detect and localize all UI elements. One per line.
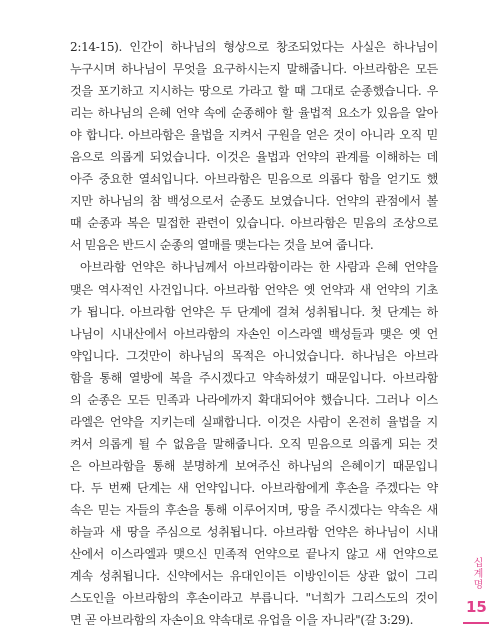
chapter-side-label: 십계명 [471, 557, 482, 590]
paragraph-2 [70, 256, 438, 631]
text-line: 면 곧 아브라함의 자손이요 약속대로 유업을 이을 자니라"(갈 3:29). [70, 613, 414, 628]
page-number-rule [463, 622, 489, 624]
text-line: 누구시며 하나님이 무엇을 요구하시는지 말해줍니다. 아브라함은 모든 [70, 62, 438, 77]
body-text [70, 36, 438, 631]
text-line: 가 됩니다. 아브라함 언약은 두 단계에 걸쳐 성취됩니다. 첫 단계는 하 [70, 304, 438, 319]
text-line: 은 아브라함을 통해 분명하게 보여주신 하나님의 은혜이기 때문입니 [70, 458, 438, 473]
text-line: 서 믿음은 반드시 순종의 열매를 맺는다는 것을 보여 줍니다. [70, 238, 374, 253]
text-line: 나님이 시내산에서 아브라함의 자손인 이스라엘 백성들과 맺은 옛 언 [70, 326, 438, 341]
text-line: 함을 통해 열방에 복을 주시겠다고 약속하셨기 때문입니다. 아브라함 [70, 370, 438, 385]
text-line: 리는 하나님의 은혜 언약 속에 순종해야 할 율법적 요소가 있음을 알아 [70, 106, 438, 121]
text-line: 약입니다. 그것만이 하나님의 목적은 아니었습니다. 하나님은 아브라 [70, 348, 438, 363]
text-line: 속은 믿는 자들의 후손을 통해 이루어지며, 땅을 주시겠다는 약속은 새 [70, 502, 438, 517]
text-line: 야 합니다. 아브라함은 율법을 지켜서 구원을 얻은 것이 아니라 오직 믿 [70, 128, 438, 143]
text-line: 라엘은 언약을 지키는데 실패합니다. 이것은 사람이 온전히 율법을 지 [70, 414, 438, 429]
text-line: 산에서 이스라엘과 맺으신 민족적 언약으로 끝나지 않고 새 언약으로 [70, 547, 438, 562]
text-line: 의 순종은 모든 민족과 나라에까지 확대되어야 했습니다. 그러나 이스 [70, 392, 438, 407]
paragraph-1 [70, 36, 438, 256]
text-line: 켜서 의롭게 될 수 없음을 말해줍니다. 오직 믿음으로 의롭게 되는 것 [70, 436, 438, 451]
text-line: 아브라함 언약은 하나님께서 아브라함이라는 한 사람과 은혜 언약을 [80, 260, 438, 275]
text-line: 스도인을 아브라함의 후손이라고 부릅니다. "너희가 그리스도의 것이 [70, 591, 438, 606]
text-line: 때 순종과 복은 밀접한 관련이 있습니다. 아브라함은 믿음의 조상으로 [70, 216, 438, 231]
page-number: 15 [466, 598, 487, 616]
text-line: 지만 하나님의 참 백성으로서 순종도 보였습니다. 언약의 관점에서 볼 [70, 194, 438, 209]
text-line: 것을 포기하고 지시하는 땅으로 가라고 할 때 그대로 순종했습니다. 우 [70, 84, 438, 99]
text-line: 하늘과 새 땅을 주심으로 성취됩니다. 아브라함 언약은 하나님이 시내 [70, 525, 438, 540]
text-line: 다. 두 번째 단계는 새 언약입니다. 아브라함에게 후손을 주겠다는 약 [70, 480, 438, 495]
text-line: 2:14-15). 인간이 하나님의 형상으로 창조되었다는 사실은 하나님이 [70, 40, 438, 54]
text-line: 아주 중요한 열쇠입니다. 아브라함은 믿음으로 의롭다 함을 얻기도 했 [70, 172, 438, 187]
text-line: 맺은 역사적인 사건입니다. 아브라함 언약은 옛 언약과 새 언약의 기초 [70, 282, 438, 297]
text-line: 음으로 의롭게 되었습니다. 이것은 율법과 언약의 관계를 이해하는 데 [70, 150, 438, 165]
text-line: 계속 성취됩니다. 신약에서는 유대인이든 이방인이든 상관 없이 그리 [70, 569, 438, 584]
